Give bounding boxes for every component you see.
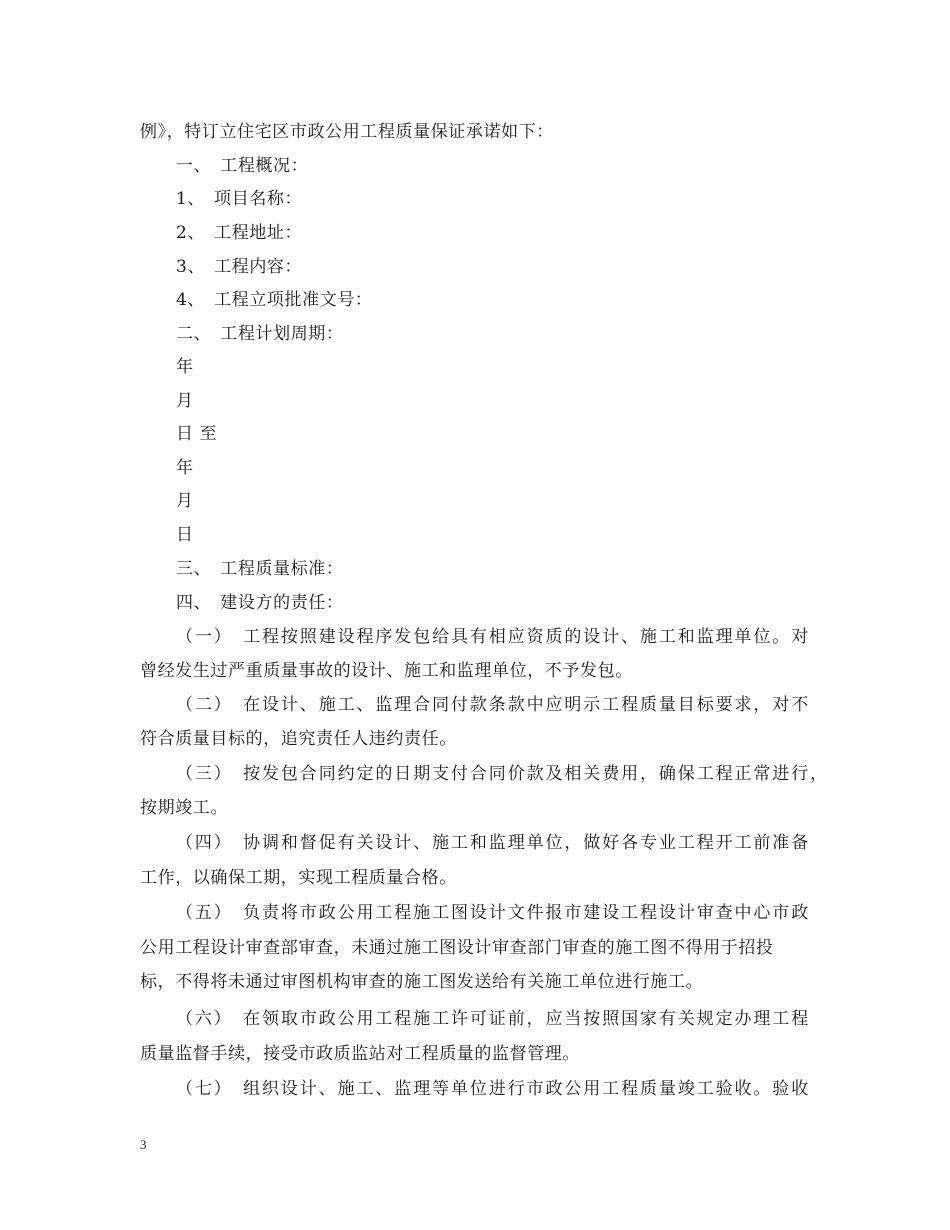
clause-1-line-1: （一） 工程按照建设程序发包给具有相应资质的设计、施工和监理单位。对 <box>176 627 811 647</box>
field-project-name: 1、 项目名称： <box>176 189 303 209</box>
heading-quality-standard: 三、 工程质量标准： <box>176 559 344 579</box>
heading-project-period: 二、 工程计划周期： <box>176 324 344 344</box>
field-approval-number: 4、 工程立项批准文号： <box>176 290 373 310</box>
period-start-day: 日 至 <box>176 424 218 444</box>
clause-6-line-2: 质量监督手续，接受市政质监站对工程质量的监督管理。 <box>140 1044 580 1064</box>
clause-6-line-1: （六） 在领取市政公用工程施工许可证前，应当按照国家有关规定办理工程 <box>176 1009 811 1029</box>
text-line-intro: 例》，特订立住宅区市政公用工程质量保证承诺如下： <box>140 122 554 142</box>
period-start-month: 月 <box>176 391 194 411</box>
clause-4-line-1: （四） 协调和督促有关设计、施工和监理单位，做好各专业工程开工前准备 <box>176 833 811 853</box>
clause-2-line-1: （二） 在设计、施工、监理合同付款条款中应明示工程质量目标要求，对不 <box>176 695 811 715</box>
field-project-address: 2、 工程地址： <box>176 223 303 243</box>
clause-5-line-1: （五） 负责将市政公用工程施工图设计文件报市建设工程设计审查中心市政 <box>176 903 811 923</box>
clause-1-line-2: 曾经发生过严重质量事故的设计、施工和监理单位，不予发包。 <box>140 661 633 681</box>
clause-3-line-1: （三） 按发包合同约定的日期支付合同价款及相关费用，确保工程正常进行， <box>176 764 829 784</box>
heading-owner-responsibilities: 四、 建设方的责任： <box>176 593 344 613</box>
field-project-content: 3、 工程内容： <box>176 257 303 277</box>
clause-5-line-2: 公用工程设计审查部审查，未通过施工图设计审查部门审查的施工图不得用于招投 <box>140 938 774 958</box>
clause-3-line-2: 按期竣工。 <box>140 798 228 818</box>
period-end-month: 月 <box>176 491 194 511</box>
period-end-day: 日 <box>176 525 194 545</box>
page-number: 3 <box>140 1137 147 1152</box>
clause-5-line-3: 标，不得将未通过审图机构审查的施工图发送给有关施工单位进行施工。 <box>140 972 704 992</box>
clause-4-line-2: 工作，以确保工期，实现工程质量合格。 <box>140 868 457 888</box>
clause-7-line-1: （七） 组织设计、施工、监理等单位进行市政公用工程质量竣工验收。验收 <box>176 1079 811 1099</box>
period-end-year: 年 <box>176 458 194 478</box>
heading-project-overview: 一、 工程概况： <box>176 156 309 176</box>
period-start-year: 年 <box>176 357 194 377</box>
clause-2-line-2: 符合质量目标的，追究责任人违约责任。 <box>140 729 457 749</box>
